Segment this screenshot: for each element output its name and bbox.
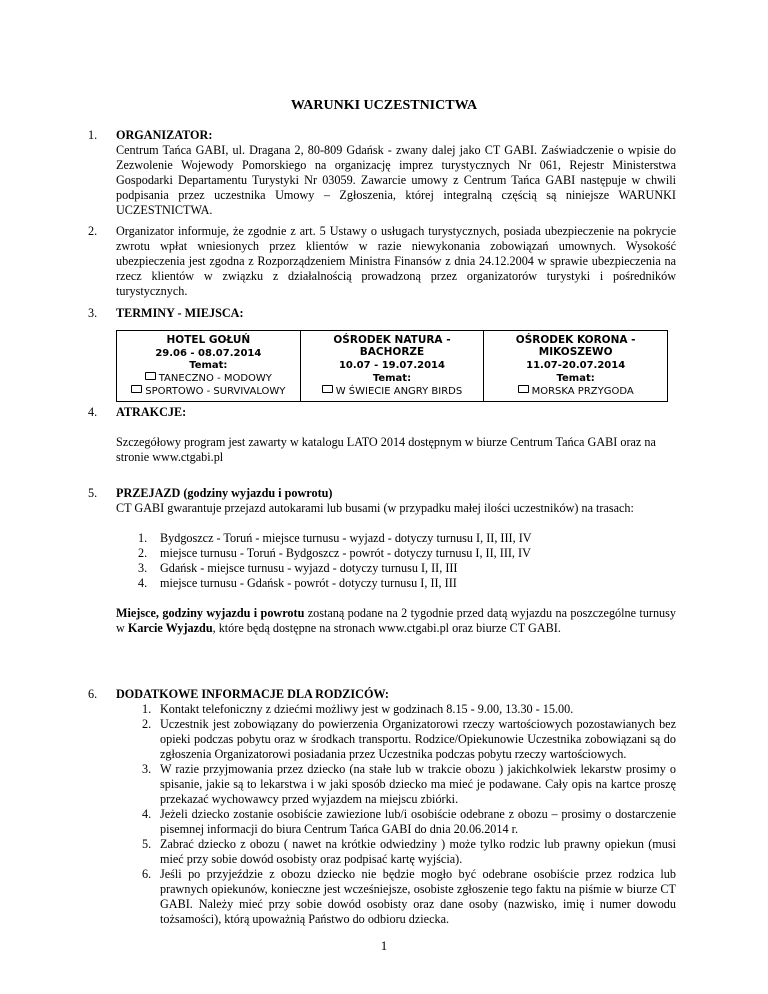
section-parent-info [88, 687, 676, 927]
section-text: Organizator informuje, że zgodnie z art. 5 Ustawy o usługach turystycznych, posiada ubezpieczenie na pokrycie zwrotu wpłat wniesionych przez klientów w razie niewykonania zobowiązań umownych. Wysokość ubezpieczenia jest zgodna z Rozporządzeniem Ministra Finansów z dnia 24.12.2004 w sprawie ubezpieczenia na rzecz klientów w związku z działalnością prowadzoną przez organizatorów turystyki i pośredników turystycznych. [116, 224, 676, 298]
venues-row [117, 331, 668, 402]
note-text: zostaną podane na 2 tygodnie przed datą wyjazdu na poszczególne turnusy w [116, 606, 676, 635]
venue-name: HOTEL GOŁUŃ [166, 334, 251, 346]
topic-option[interactable] [121, 385, 296, 398]
info-text: W razie przyjmowania przez dziecko (na stałe lub w trakcie obozu ) jakichkolwiek lekarstw prosimy o spisanie, jakie są to lekarstwa i w jaki sposób dziecko ma mieć je podawane. Cały opis na kartce proszę przekazać wychowawcy przed wyjazdem na miejscu zbiórki. [160, 762, 676, 806]
venue-dates: 10.07 - 19.07.2014 [338, 360, 445, 371]
info-text: Kontakt telefoniczny z dziećmi możliwy jest w godzinach 8.15 - 9.00, 13.30 - 15.00. [160, 702, 574, 716]
topic-option[interactable] [305, 385, 480, 398]
list-number: 1. [138, 531, 148, 545]
section-number: 3. [88, 306, 98, 320]
list-number: 2. [142, 717, 152, 731]
section-dates-places [88, 306, 676, 402]
checkbox-icon[interactable] [131, 385, 142, 393]
route-text: miejsce turnusu - Toruń - Bydgoszcz - powrót - dotyczy turnusu I, II, III, IV [160, 546, 531, 560]
note-bold: Miejsce, godziny wyjazdu i powrotu [116, 606, 305, 620]
section-text: Szczegółowy program jest zawarty w katalogu LATO 2014 dostępnym w biurze Centrum Tańca GABI oraz na stronie www.ctgabi.pl [116, 435, 656, 464]
list-number: 1. [142, 702, 152, 716]
list-item [138, 867, 676, 927]
list-item [138, 531, 676, 546]
section-number: 2. [88, 224, 98, 238]
note-card-name: Karcie Wyjazdu [127, 621, 213, 635]
topic-text: MORSKA PRZYGODA [531, 386, 634, 397]
section-number: 4. [88, 405, 98, 419]
routes-list [138, 531, 676, 591]
topic-label: Temat: [556, 373, 595, 384]
list-item [138, 717, 676, 762]
info-list [138, 702, 676, 927]
note-text: , które będą dostępne na stronach www.ctgabi.pl oraz biurze CT GABI. [212, 621, 561, 635]
section-number: 6. [88, 687, 98, 701]
topic-option[interactable] [121, 372, 296, 385]
list-item [138, 561, 676, 576]
venue-cell-golun [117, 331, 301, 402]
section-attractions [88, 405, 676, 465]
section-text: Centrum Tańca GABI, ul. Dragana 2, 80-809 Gdańsk - zwany dalej jako CT GABI. Zaświadczenie o wpisie do Zezwolenie Wojewody Pomorskiego na organizację imprez turystycznych Nr 061, Rejestr Ministerstwa Gospodarki Departamentu Turystyki Nr 03059. Zawarcie umowy z Centrum Tańca GABI następuje w chwili podpisania przez uczestnika Umowy – Zgłoszenia, której integralną częścią są niniejsze WARUNKI UCZESTNICTWA. [116, 143, 676, 217]
list-item [138, 807, 676, 837]
list-number: 3. [138, 561, 148, 575]
list-number: 6. [142, 867, 152, 881]
section-heading: ORGANIZATOR: [116, 128, 213, 142]
topic-label: Temat: [372, 373, 412, 384]
list-number: 5. [142, 837, 152, 851]
venues-table [116, 330, 668, 402]
checkbox-icon[interactable] [145, 372, 156, 380]
checkbox-icon[interactable] [518, 385, 529, 393]
venue-name: OŚRODEK KORONA - MIKOSZEWO [515, 334, 636, 358]
list-number: 3. [142, 762, 152, 776]
venue-dates: 29.06 - 08.07.2014 [155, 348, 262, 359]
list-item [138, 576, 676, 591]
venue-cell-natura [300, 331, 484, 402]
list-number: 4. [142, 807, 152, 821]
venue-cell-korona [484, 331, 668, 402]
venue-dates: 11.07-20.07.2014 [526, 360, 626, 371]
topic-label: Temat: [189, 360, 228, 371]
topic-text: W ŚWIECIE ANGRY BIRDS [335, 386, 463, 397]
info-text: Jeżeli dziecko zostanie osobiście zawiezione lub/i osobiście odebrane z obozu – prosimy o dostarczenie pisemnej informacji do biura Centrum Tańca GABI do dnia 20.06.2014 r. [160, 807, 676, 836]
section-organizer [88, 128, 676, 218]
section-insurance [88, 224, 676, 299]
page-number: 1 [380, 938, 388, 953]
topic-text: TANECZNO - MODOWY [158, 373, 272, 384]
document-title: WARUNKI UCZESTNICTWA [290, 98, 478, 113]
route-text: miejsce turnusu - Gdańsk - powrót - dotyczy turnusu I, II, III [160, 576, 457, 590]
section-number: 1. [88, 128, 98, 142]
section-number: 5. [88, 486, 98, 500]
section-heading: ATRAKCJE: [116, 405, 187, 419]
checkbox-icon[interactable] [322, 385, 333, 393]
info-text: Uczestnik jest zobowiązany do powierzenia Organizatorowi rzeczy wartościowych pozostawianych bez opieki podczas pobytu oraz w środkach transportu. Rodzice/Opiekunowie Uczestnika zobowiązani są do zgłoszenia Organizatorowi posiadania przez Uczestnika podczas pobytu rzeczy wartościowych. [160, 717, 676, 761]
section-heading: DODATKOWE INFORMACJE DLA RODZICÓW: [116, 687, 389, 701]
list-item [138, 546, 676, 561]
section-heading: PRZEJAZD (godziny wyjazdu i powrotu) [116, 486, 333, 500]
list-number: 4. [138, 576, 148, 590]
route-text: Bydgoszcz - Toruń - miejsce turnusu - wyjazd - dotyczy turnusu I, II, III, IV [160, 531, 532, 545]
list-item [138, 762, 676, 807]
list-item [138, 837, 676, 867]
section-transport [88, 486, 676, 636]
section-text: CT GABI gwarantuje przejazd autokarami lub busami (w przypadku małej ilości uczestników) na trasach: [116, 501, 634, 515]
info-text: Zabrać dziecko z obozu ( nawet na krótkie odwiedziny ) może tylko rodzic lub prawny opiekun (musi mieć przy sobie dowód osobisty oraz podpisać kartę wyjścia). [160, 837, 676, 866]
section-heading: TERMINY - MIEJSCA: [116, 306, 244, 320]
route-text: Gdańsk - miejsce turnusu - wyjazd - dotyczy turnusu I, II, III [160, 561, 458, 575]
info-text: Jeśli po przyjeździe z obozu dziecko nie będzie mogło być odebrane osobiście przez rodzica lub prawnych opiekunów, konieczne jest wcześniejsze, osobiste zgłoszenie tego faktu na piśmie w biurze CT GABI. Należy mieć przy sobie dowód osobisty oraz dane osoby (nazwisko, imię i numer dowodu tożsamości), którą upoważnią Państwo do odbioru dziecka. [160, 867, 676, 926]
topic-text: SPORTOWO - SURVIVALOWY [145, 386, 286, 397]
topic-option[interactable] [488, 385, 663, 398]
list-number: 2. [138, 546, 148, 560]
venue-name: OŚRODEK NATURA - BACHORZE [333, 334, 451, 358]
list-item [138, 702, 676, 717]
transport-note [116, 606, 676, 636]
